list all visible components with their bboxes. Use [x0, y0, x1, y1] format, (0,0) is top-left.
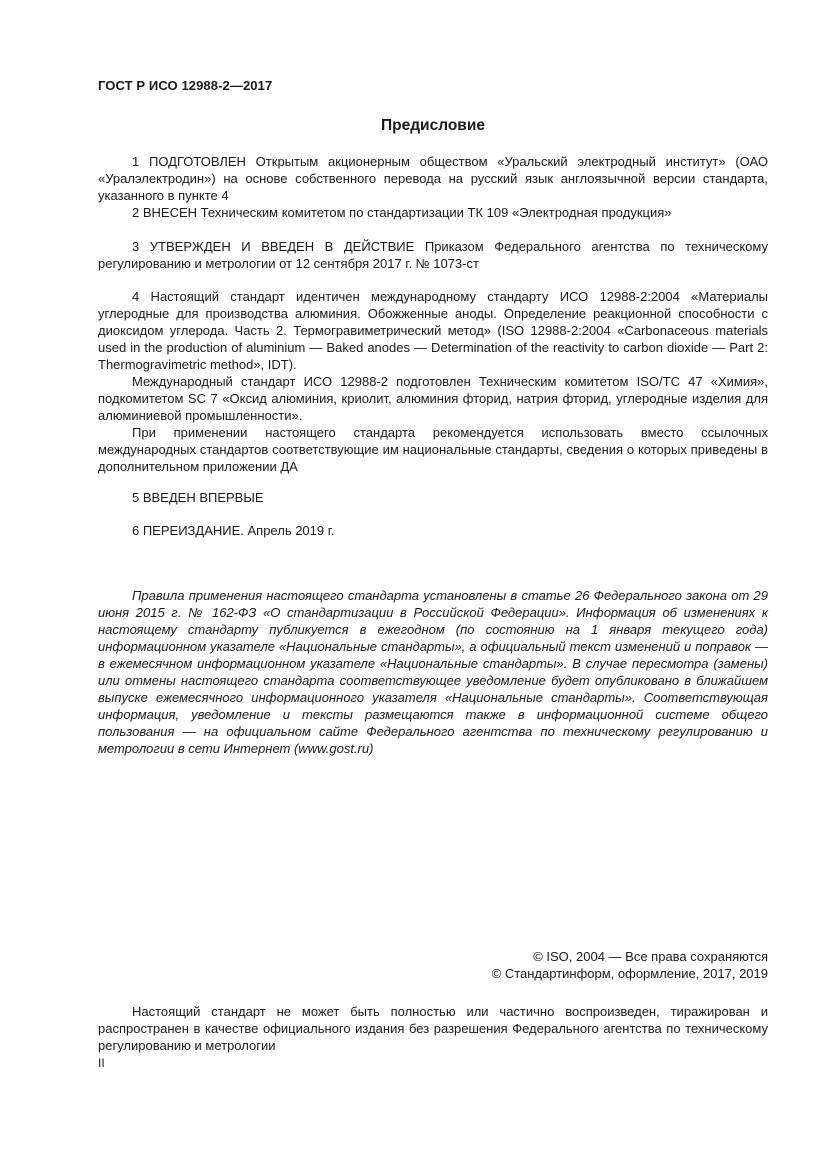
paragraph-approved: 3 УТВЕРЖДЕН И ВВЕДЕН В ДЕЙСТВИЕ Приказом Федерального агентства по техническому регулированию и метрологии от 12 сентября 2017 г. № 1073-ст: [98, 239, 768, 271]
paragraph-submitted-by: 2 ВНЕСЕН Техническим комитетом по стандартизации ТК 109 «Электродная продукция»: [132, 205, 672, 220]
reproduction-notice: Настоящий стандарт не может быть полностью или частично воспроизведен, тиражирован и распространен в качестве официального издания без разрешения Федерального агентства по техническому регулированию и метрологии: [98, 1004, 768, 1053]
paragraph-introduced-first: 5 ВВЕДЕН ВПЕРВЫЕ: [132, 490, 264, 505]
copyright-standartinform: © Стандартинформ, оформление, 2017, 2019: [491, 966, 768, 981]
paragraph-national-standards: При применении настоящего стандарта рекомендуется использовать вместо ссылочных международных стандартов соответствующие им национальные стандарты, сведения о которых приведены в дополнительном приложении ДА: [98, 425, 768, 474]
foreword-title: Предисловие: [380, 117, 485, 134]
document-header: ГОСТ Р ИСО 12988-2—2017: [98, 78, 273, 93]
paragraph-reissue: 6 ПЕРЕИЗДАНИЕ. Апрель 2019 г.: [132, 523, 335, 538]
application-rules-notice: Правила применения настоящего стандарта установлены в статье 26 Федерального закона от 29 июня 2015 г. № 162-ФЗ «О стандартизации в Российской Федерации». Информация об изменениях к настоящему стандарту публикуется в ежегодном (по состоянию на 1 января текущего года) информационном указателе «Национальные стандарты», а официальный текст изменений и поправок — в ежемесячном информационном указателе «Национальные стандарты». В случае пересмотра (замены) или отмены настоящего стандарта соответствующее уведомление будет опубликовано в ближайшем выпуске ежемесячного информационного указателя «Национальные стандарты». Соответствующая информация, уведомление и тексты размещаются также в информационной системе общего пользования — на официальном сайте Федерального агентства по техническому регулированию и метрологии в сети Интернет (www.gost.ru): [98, 588, 768, 756]
copyright-block: [492, 948, 768, 982]
paragraph-prepared-by-iso-tc: Международный стандарт ИСО 12988-2 подготовлен Техническим комитетом ISO/TC 47 «Химия», подкомитетом SC 7 «Оксид алюминия, криолит, алюминия фторид, натрия фторид, углеродные изделия для алюминиевой промышленности».: [98, 374, 768, 423]
paragraph-identical-standard: 4 Настоящий стандарт идентичен международному стандарту ИСО 12988-2:2004 «Материалы углеродные для производства алюминия. Обожженные аноды. Определение реакционной способности с диоксидом углерода. Часть 2. Термогравиметрический метод» (ISO 12988-2:2004 «Carbonaceous materials used in the production of aluminium — Baked anodes — Determination of the reactivity to carbon dioxide — Part 2: Thermogravimetric method», IDT).: [98, 289, 768, 372]
copyright-iso: © ISO, 2004 — Все права сохраняются: [533, 949, 768, 964]
page-number: II: [98, 1056, 105, 1070]
paragraph-prepared-by: 1 ПОДГОТОВЛЕН Открытым акционерным обществом «Уральский электродный институт» (ОАО «Уралэлектродин») на основе собственного перевода на русский язык англоязычной версии стандарта, указанного в пункте 4: [98, 154, 768, 203]
